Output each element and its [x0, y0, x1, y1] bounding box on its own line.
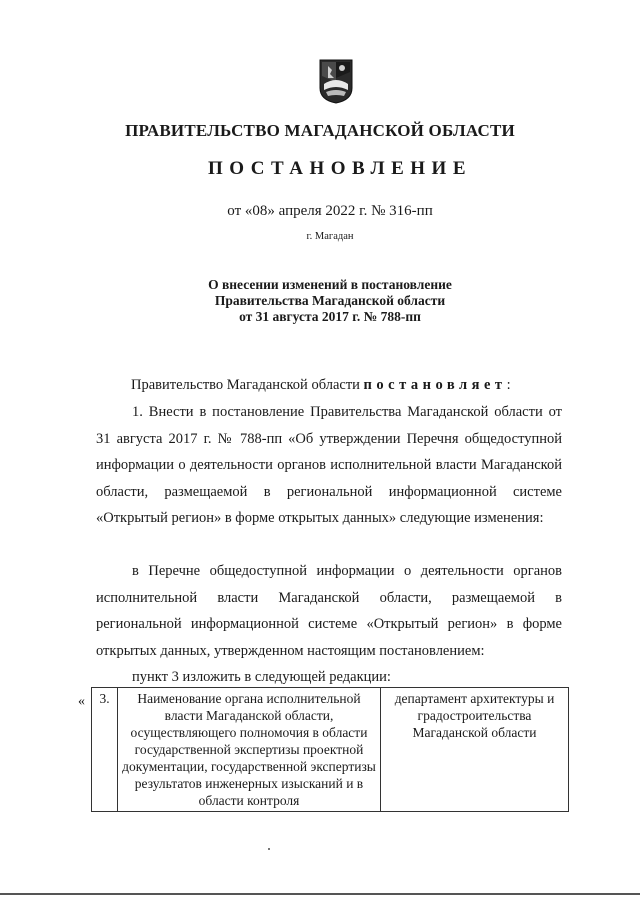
item-3-paragraph: пункт 3 изложить в следующей редакции: — [132, 669, 391, 685]
subject-line: от 31 августа 2017 г. № 788-пп — [239, 309, 421, 324]
intro-colon: : — [506, 377, 511, 393]
magadan-coat-of-arms-icon — [318, 58, 354, 104]
subject-line: Правительства Магаданской области — [214, 293, 446, 308]
document-date-number: от «08» апреля 2022 г. № 316-пп — [227, 203, 433, 219]
amendment-table — [91, 687, 569, 812]
table-row — [92, 688, 569, 812]
row-number: 3. — [92, 688, 118, 812]
document-type-title: ПОСТАНОВЛЕНИЕ — [207, 158, 473, 179]
row-department-cell: департамент архитектуры и градостроительства Магаданской области — [381, 688, 569, 812]
intro-paragraph — [131, 372, 571, 399]
item-2-paragraph: в Перечне общедоступной информации о деятельности органов исполнительной власти Магаданской области, размещаемой в региональной информационной системе «Открытый регион» в форме открытых данных, утвержденном настоящим постановлением: — [96, 563, 562, 659]
row-name-cell: Наименование органа исполнительной власти Магаданской области, осуществляющего полномочия в области государственной экспертизы проектной документации, государственной экспертизы результатов инженерных изысканий и в области контроля — [118, 688, 381, 812]
page-speck — [268, 848, 270, 850]
opening-quote: « — [78, 694, 85, 709]
document-city: г. Магадан — [306, 231, 354, 242]
item-1-paragraph: 1. Внести в постановление Правительства Магаданской области от 31 августа 2017 г. № 788-пп «Об утверждении Перечня общедоступной информации о деятельности органов исполнительной власти Магаданской области, размещаемой в региональной информационной системе «Открытый регион» в форме открытых данных» следующие изменения: — [96, 404, 562, 526]
intro-text: Правительство Магаданской области — [131, 377, 364, 393]
decree-verb: постановляет — [363, 377, 507, 393]
document-subject — [0, 277, 640, 325]
scan-bottom-edge — [0, 893, 640, 895]
organization-title: ПРАВИТЕЛЬСТВО МАГАДАНСКОЙ ОБЛАСТИ — [125, 121, 515, 140]
subject-line: О внесении изменений в постановление — [208, 277, 452, 292]
